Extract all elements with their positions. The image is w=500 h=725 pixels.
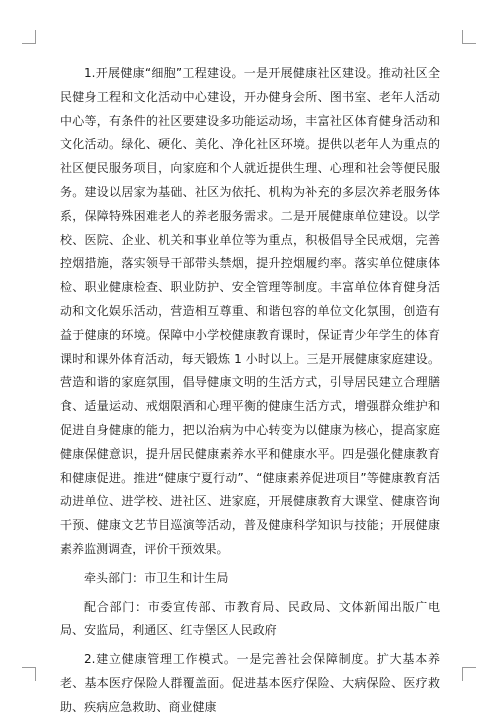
paragraph-health-management-model: 2.建立健康管理工作模式。一是完善社会保障制度。扩大基本养老、基本医疗保险人群覆盖面。促进基本医疗保险、大病保险、医疗救助、疾病应急救助、商业健康	[60, 652, 440, 714]
paragraph-lead-department: 牵头部门：市卫生和计生局	[84, 570, 229, 585]
crop-mark-top-left	[22, 30, 36, 44]
paragraph-health-cell-project: 1.开展健康“细胞”工程建设。一是开展健康社区建设。推动社区全民健身工程和文化活动中心建设，开办健身会所、图书室、老年人活动中心等，有条件的社区要建设多功能运动场，丰富社区体育健身活动和文化活动。绿化、硬化、美化、净化社区环境。提供以老年人为重点的社区便民服务项目，向家庭和个人就近提供生理、心理和社会等便民服务。建设以居家为基础、社区为依托、机构为补充的多层次养老服务体系，保障特殊困难老人的养老服务需求。二是开展健康单位建设。以学校、医院、企业、机关和事业单位等为重点，积极倡导全民戒烟，完善控烟措施，落实领导干部带头禁烟，提升控烟履约率。落实单位健康体检、职业健康检查、职业防护、安全管理等制度。丰富单位体育健身活动和文化娱乐活动，营造相互尊重、和谐包容的单位文化氛围，创造有益于健康的环境。保障中小学校健康教育课时，保证青少年学生的体育课时和课外体育活动，每天锻炼 1 小时以上。三是开展健康家庭建设。营造和谐的家庭氛围，倡导健康文明的生活方式，引导居民建立合理膳食、适量运动、戒烟限酒和心理平衡的健康生活方式，增强群众维护和促进自身健康的能力，把以治病为中心转变为以健康为核心，提高家庭健康保健意识，提升居民健康素养水平和健康水平。四是强化健康教育和健康促进。推进“健康宁夏行动”、“健康素养促进项目”等健康教育活动进单位、进学校、进社区、进家庭，开展健康教育大课堂、健康咨询干预、健康文艺节目巡演等活动，普及健康科学知识与技能；开展健康素养监测调查，评价干预效果。	[60, 66, 440, 556]
paragraph-cooperating-departments: 配合部门：市委宣传部、市教育局、民政局、文体新闻出版广电局、安监局，利通区、红寺堡区人民政府	[60, 599, 440, 638]
document-body	[60, 62, 440, 725]
crop-mark-bottom-right	[462, 667, 476, 681]
crop-mark-bottom-left	[22, 667, 36, 681]
crop-mark-top-right	[462, 30, 476, 44]
